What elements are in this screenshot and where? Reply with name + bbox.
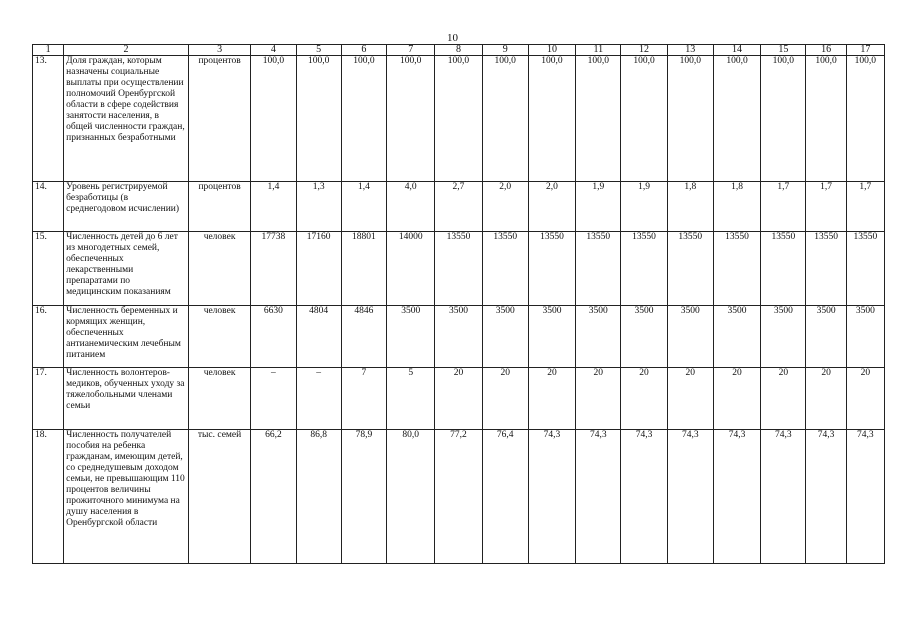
unit-cell: человек xyxy=(188,306,250,368)
value-cell: 1,4 xyxy=(251,182,296,232)
value-cell: 13550 xyxy=(806,232,846,306)
value-cell: 66,2 xyxy=(251,430,296,564)
column-header: 7 xyxy=(387,45,435,56)
table-row xyxy=(33,182,885,232)
value-cell: 3500 xyxy=(713,306,760,368)
value-cell: 3500 xyxy=(482,306,528,368)
value-cell: 20 xyxy=(482,368,528,430)
header-row xyxy=(33,45,885,56)
value-cell: 13550 xyxy=(713,232,760,306)
value-cell: 3500 xyxy=(576,306,621,368)
unit-cell: человек xyxy=(188,368,250,430)
indicators-table xyxy=(32,44,885,564)
column-header: 11 xyxy=(576,45,621,56)
value-cell: 20 xyxy=(761,368,806,430)
value-cell: 100,0 xyxy=(482,56,528,182)
value-cell: 77,2 xyxy=(435,430,482,564)
value-cell: 20 xyxy=(806,368,846,430)
value-cell: 20 xyxy=(621,368,667,430)
value-cell: 74,3 xyxy=(528,430,575,564)
value-cell: 6630 xyxy=(251,306,296,368)
value-cell: 20 xyxy=(576,368,621,430)
value-cell: 3500 xyxy=(387,306,435,368)
value-cell: 17738 xyxy=(251,232,296,306)
value-cell: 13550 xyxy=(435,232,482,306)
value-cell: 7 xyxy=(341,368,386,430)
table-row xyxy=(33,368,885,430)
row-number: 16. xyxy=(33,306,64,368)
unit-cell: процентов xyxy=(188,56,250,182)
value-cell: 74,3 xyxy=(621,430,667,564)
value-cell: 74,3 xyxy=(713,430,760,564)
indicator-name: Доля граждан, которым назначены социальные выплаты при осуществлении полномочий Оренбургской области в сфере содействия занятости населения, в общей численности граждан, признанных безработными xyxy=(64,56,189,182)
unit-cell: процентов xyxy=(188,182,250,232)
value-cell: 13550 xyxy=(482,232,528,306)
value-cell: 3500 xyxy=(621,306,667,368)
page-number: 10 xyxy=(447,32,458,44)
value-cell: 86,8 xyxy=(296,430,341,564)
value-cell: 14000 xyxy=(387,232,435,306)
value-cell: 4804 xyxy=(296,306,341,368)
value-cell: 80,0 xyxy=(387,430,435,564)
value-cell: – xyxy=(296,368,341,430)
value-cell: 2,7 xyxy=(435,182,482,232)
row-number: 17. xyxy=(33,368,64,430)
value-cell: 100,0 xyxy=(296,56,341,182)
value-cell: 13550 xyxy=(528,232,575,306)
column-header: 16 xyxy=(806,45,846,56)
value-cell: 74,3 xyxy=(667,430,713,564)
column-header: 8 xyxy=(435,45,482,56)
value-cell: 74,3 xyxy=(761,430,806,564)
value-cell: 100,0 xyxy=(435,56,482,182)
value-cell: 100,0 xyxy=(667,56,713,182)
column-header: 5 xyxy=(296,45,341,56)
indicator-name: Численность волонтеров-медиков, обученных уходу за тяжелобольными членами семьи xyxy=(64,368,189,430)
indicator-name: Численность детей до 6 лет из многодетных семей, обеспеченных лекарственными препаратами по медицинским показаниям xyxy=(64,232,189,306)
value-cell: 13550 xyxy=(761,232,806,306)
value-cell: 100,0 xyxy=(621,56,667,182)
value-cell: 100,0 xyxy=(806,56,846,182)
column-header: 2 xyxy=(64,45,189,56)
value-cell: 74,3 xyxy=(576,430,621,564)
value-cell: 20 xyxy=(667,368,713,430)
value-cell: 100,0 xyxy=(251,56,296,182)
value-cell: 20 xyxy=(435,368,482,430)
column-header: 6 xyxy=(341,45,386,56)
value-cell: 100,0 xyxy=(528,56,575,182)
value-cell: 20 xyxy=(846,368,884,430)
value-cell: 18801 xyxy=(341,232,386,306)
value-cell: 1,7 xyxy=(806,182,846,232)
value-cell: 100,0 xyxy=(846,56,884,182)
column-header: 3 xyxy=(188,45,250,56)
indicator-name: Уровень регистрируемой безработицы (в среднегодовом исчислении) xyxy=(64,182,189,232)
unit-cell: тыс. семей xyxy=(188,430,250,564)
table-row xyxy=(33,56,885,182)
indicator-name: Численность получателей пособия на ребенка гражданам, имеющим детей, со среднедушевым доходом семьи, не превышающим 110 процентов величины прожиточного минимума на душу населения в Оренбургской области xyxy=(64,430,189,564)
value-cell: 17160 xyxy=(296,232,341,306)
value-cell: 3500 xyxy=(761,306,806,368)
column-header: 14 xyxy=(713,45,760,56)
value-cell: 1,9 xyxy=(576,182,621,232)
value-cell: 78,9 xyxy=(341,430,386,564)
value-cell: 1,8 xyxy=(667,182,713,232)
row-number: 18. xyxy=(33,430,64,564)
value-cell: 100,0 xyxy=(761,56,806,182)
value-cell: 2,0 xyxy=(482,182,528,232)
indicator-name: Численность беременных и кормящих женщин, обеспеченных антианемическим лечебным питанием xyxy=(64,306,189,368)
table-row xyxy=(33,306,885,368)
table-row xyxy=(33,430,885,564)
value-cell: 3500 xyxy=(806,306,846,368)
value-cell: 5 xyxy=(387,368,435,430)
column-header: 10 xyxy=(528,45,575,56)
row-number: 13. xyxy=(33,56,64,182)
value-cell: 1,7 xyxy=(761,182,806,232)
value-cell: 1,3 xyxy=(296,182,341,232)
column-header: 12 xyxy=(621,45,667,56)
value-cell: 100,0 xyxy=(387,56,435,182)
value-cell: 100,0 xyxy=(713,56,760,182)
value-cell: 100,0 xyxy=(341,56,386,182)
value-cell: 20 xyxy=(528,368,575,430)
unit-cell: человек xyxy=(188,232,250,306)
value-cell: 3500 xyxy=(435,306,482,368)
value-cell: 13550 xyxy=(621,232,667,306)
value-cell: 1,9 xyxy=(621,182,667,232)
value-cell: 3500 xyxy=(846,306,884,368)
table-row xyxy=(33,232,885,306)
value-cell: 2,0 xyxy=(528,182,575,232)
value-cell: 13550 xyxy=(667,232,713,306)
value-cell: 100,0 xyxy=(576,56,621,182)
row-number: 15. xyxy=(33,232,64,306)
value-cell: 74,3 xyxy=(846,430,884,564)
column-header: 9 xyxy=(482,45,528,56)
value-cell: 3500 xyxy=(667,306,713,368)
value-cell: 74,3 xyxy=(806,430,846,564)
value-cell: 4846 xyxy=(341,306,386,368)
value-cell: 1,7 xyxy=(846,182,884,232)
column-header: 1 xyxy=(33,45,64,56)
value-cell: 3500 xyxy=(528,306,575,368)
column-header: 15 xyxy=(761,45,806,56)
value-cell: 76,4 xyxy=(482,430,528,564)
value-cell: 1,8 xyxy=(713,182,760,232)
column-header: 17 xyxy=(846,45,884,56)
row-number: 14. xyxy=(33,182,64,232)
column-header: 13 xyxy=(667,45,713,56)
value-cell: – xyxy=(251,368,296,430)
value-cell: 20 xyxy=(713,368,760,430)
value-cell: 13550 xyxy=(576,232,621,306)
value-cell: 13550 xyxy=(846,232,884,306)
value-cell: 4,0 xyxy=(387,182,435,232)
value-cell: 1,4 xyxy=(341,182,386,232)
column-header: 4 xyxy=(251,45,296,56)
